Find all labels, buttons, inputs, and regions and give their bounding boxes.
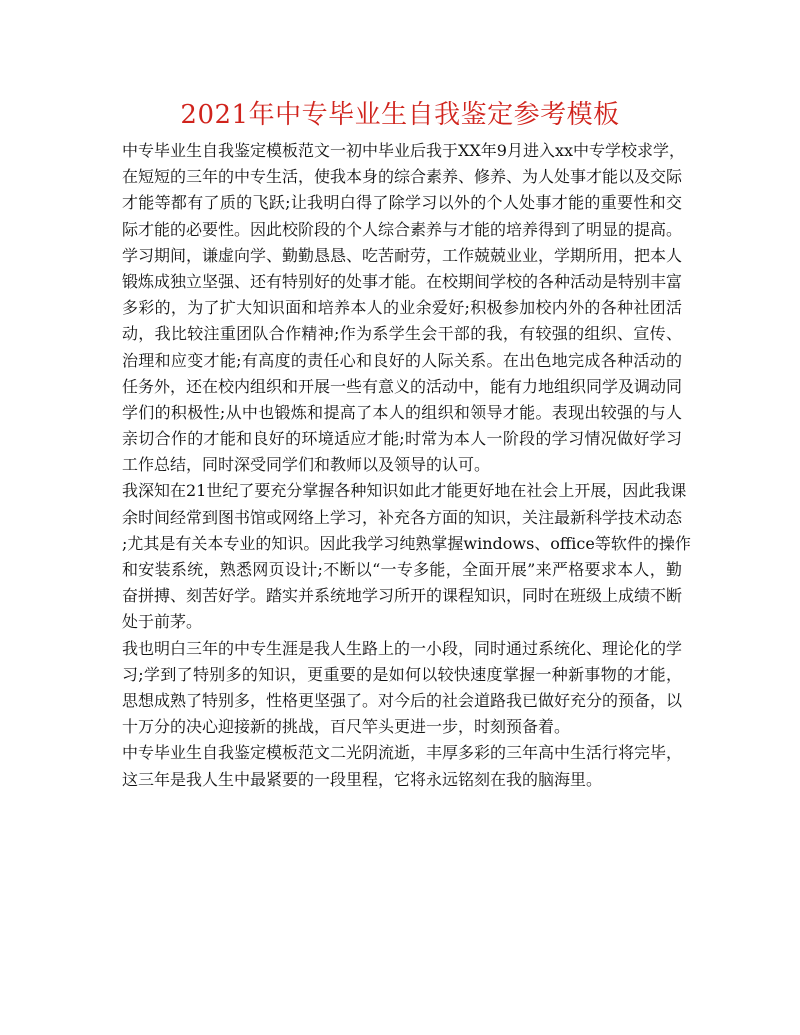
text-line: 这三年是我人生中最紧要的一段里程，它将永远铭刻在我的脑海里。: [122, 769, 603, 789]
paragraph: [122, 243, 682, 479]
text-line: 我深知在21世纪了要充分掌握各种知识如此才能更好地在社会上开展，因此我课: [122, 481, 687, 501]
text-line: 余时间经常到图书馆或网络上学习，补充各方面的知识，关注最新科学技术动态: [122, 507, 683, 527]
text-line: 工作总结，同时深受同学们和教师以及领导的认可。: [122, 455, 491, 475]
text-line: 奋拼搏、刻苦好学。踏实并系统地学习所开的课程知识，同时在班级上成绩不断: [122, 586, 683, 606]
text-line: 在短短的三年的中专生活，使我本身的综合素养、修养、为人处事才能以及交际: [122, 167, 683, 187]
text-line: 处于前茅。: [122, 612, 203, 632]
text-line: 思想成熟了特别多，性格更坚强了。对今后的社会道路我已做好充分的预备，以: [122, 690, 683, 710]
text-line: 治理和应变才能;有高度的责任心和良好的人际关系。在出色地完成各种活动的: [122, 350, 682, 370]
text-line: 才能等都有了质的飞跃;让我明白得了除学习以外的个人处事才能的重要性和交: [122, 193, 682, 213]
text-line: 际才能的必要性。因此校阶段的个人综合素养与才能的培养得到了明显的提高。: [122, 219, 683, 239]
text-line: 中专毕业生自我鉴定模板范文二光阴流逝，丰厚多彩的三年高中生活行将完毕，: [122, 743, 683, 763]
text-line: 多彩的，为了扩大知识面和培养本人的业余爱好;积极参加校内外的各种社团活: [122, 298, 682, 318]
text-line: 亲切合作的才能和良好的环境适应才能;时常为本人一阶段的学习情况做好学习: [122, 429, 682, 449]
paragraph: [122, 740, 682, 792]
paragraph: [122, 138, 686, 243]
text-line: 十万分的决心迎接新的挑战，百尺竿头更进一步，时刻预备着。: [122, 717, 571, 737]
text-line: 学习期间，谦虚向学、勤勤恳恳、吃苦耐劳，工作兢兢业业，学期所用，把本人: [122, 245, 683, 265]
text-line: 锻炼成独立坚强、还有特别好的处事才能。在校期间学校的各种活动是特别丰富: [122, 271, 683, 291]
paragraph: [122, 636, 682, 741]
document-body: [122, 138, 691, 793]
text-line: 中专毕业生自我鉴定模板范文一初中毕业后我于XX年9月进入xx中专学校求学，: [122, 141, 686, 160]
document-title: 2021年中专毕业生自我鉴定参考模板: [180, 100, 620, 130]
text-line: 习;学到了特别多的知识，更重要的是如何以较快速度掌握一种新事物的才能，: [122, 664, 682, 684]
paragraph: [122, 478, 691, 635]
text-line: 我也明白三年的中专生涯是我人生路上的一小段，同时通过系统化、理论化的学: [122, 638, 683, 658]
text-line: 动，我比较注重团队合作精神;作为系学生会干部的我，有较强的组织、宣传、: [122, 324, 682, 344]
text-line: ;尤其是有关本专业的知识。因此我学习纯熟掌握windows、office等软件的操作: [122, 533, 691, 553]
text-line: 任务外，还在校内组织和开展一些有意义的活动中，能有力地组织同学及调动同: [122, 376, 683, 396]
text-line: 和安装系统，熟悉网页设计;不断以“一专多能，全面开展”来严格要求本人，勤: [122, 560, 682, 579]
text-line: 学们的积极性;从中也锻炼和提高了本人的组织和领导才能。表现出较强的与人: [122, 402, 682, 422]
